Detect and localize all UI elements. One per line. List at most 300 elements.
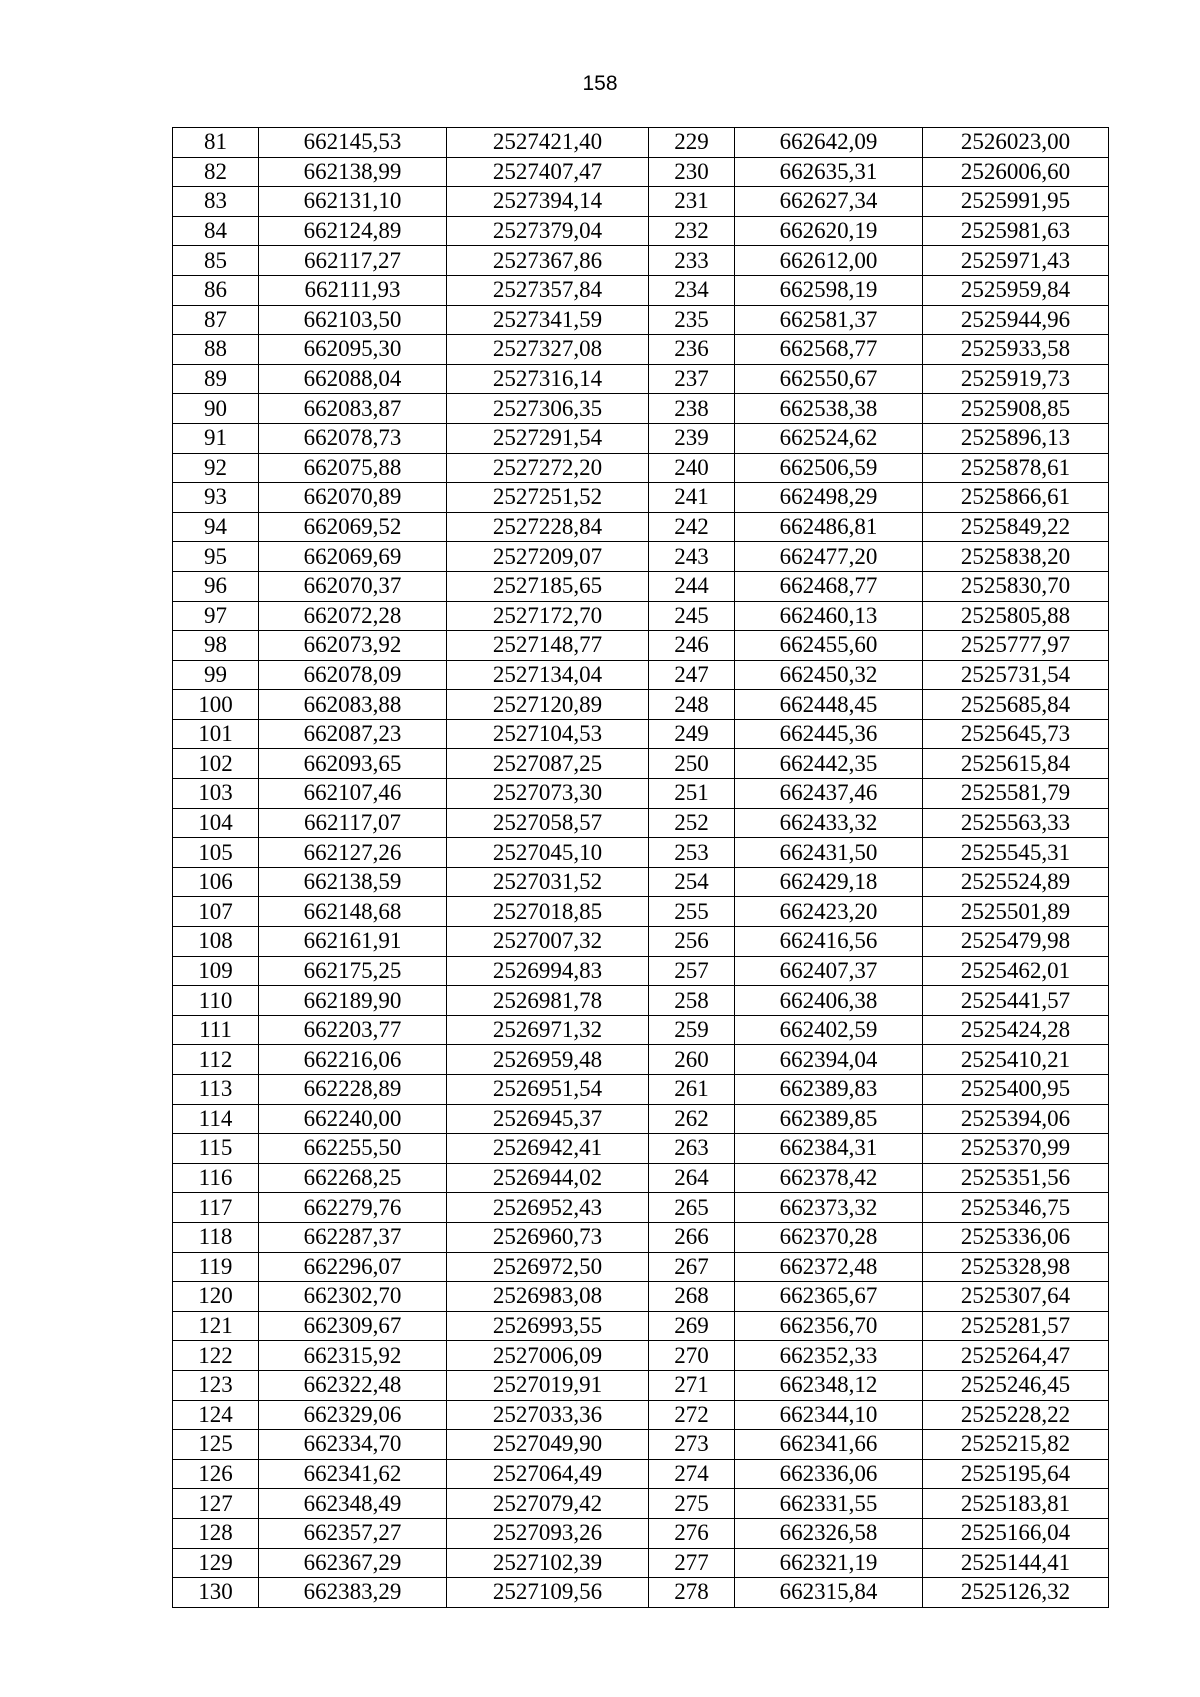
y-coordinate-cell: 2527018,85 <box>447 897 649 927</box>
x-coordinate-cell: 662131,10 <box>259 187 447 217</box>
x-coordinate-cell: 662344,10 <box>735 1400 923 1430</box>
table-row <box>173 275 1109 305</box>
point-number-cell: 234 <box>649 275 735 305</box>
table-row <box>173 1193 1109 1223</box>
y-coordinate-cell: 2527306,35 <box>447 394 649 424</box>
y-coordinate-cell: 2527045,10 <box>447 838 649 868</box>
table-row <box>173 838 1109 868</box>
point-number-cell: 251 <box>649 779 735 809</box>
x-coordinate-cell: 662093,65 <box>259 749 447 779</box>
point-number-cell: 256 <box>649 927 735 957</box>
point-number-cell: 106 <box>173 867 259 897</box>
point-number-cell: 100 <box>173 690 259 720</box>
x-coordinate-cell: 662216,06 <box>259 1045 447 1075</box>
x-coordinate-cell: 662189,90 <box>259 986 447 1016</box>
table-row <box>173 956 1109 986</box>
point-number-cell: 128 <box>173 1518 259 1548</box>
table-row <box>173 986 1109 1016</box>
x-coordinate-cell: 662228,89 <box>259 1075 447 1105</box>
x-coordinate-cell: 662550,67 <box>735 364 923 394</box>
point-number-cell: 92 <box>173 453 259 483</box>
y-coordinate-cell: 2527102,39 <box>447 1548 649 1578</box>
point-number-cell: 110 <box>173 986 259 1016</box>
x-coordinate-cell: 662581,37 <box>735 305 923 335</box>
point-number-cell: 87 <box>173 305 259 335</box>
y-coordinate-cell: 2525424,28 <box>923 1015 1109 1045</box>
table-row <box>173 157 1109 187</box>
x-coordinate-cell: 662348,49 <box>259 1489 447 1519</box>
x-coordinate-cell: 662117,27 <box>259 246 447 276</box>
point-number-cell: 125 <box>173 1430 259 1460</box>
point-number-cell: 278 <box>649 1578 735 1608</box>
y-coordinate-cell: 2525777,97 <box>923 631 1109 661</box>
point-number-cell: 108 <box>173 927 259 957</box>
point-number-cell: 252 <box>649 808 735 838</box>
table-row <box>173 749 1109 779</box>
y-coordinate-cell: 2527421,40 <box>447 128 649 158</box>
y-coordinate-cell: 2525615,84 <box>923 749 1109 779</box>
x-coordinate-cell: 662069,52 <box>259 512 447 542</box>
table-row <box>173 1075 1109 1105</box>
table-row <box>173 423 1109 453</box>
table-row <box>173 1015 1109 1045</box>
x-coordinate-cell: 662088,04 <box>259 364 447 394</box>
point-number-cell: 255 <box>649 897 735 927</box>
table-row <box>173 690 1109 720</box>
table-row <box>173 1548 1109 1578</box>
y-coordinate-cell: 2527120,89 <box>447 690 649 720</box>
x-coordinate-cell: 662145,53 <box>259 128 447 158</box>
point-number-cell: 241 <box>649 483 735 513</box>
point-number-cell: 91 <box>173 423 259 453</box>
x-coordinate-cell: 662348,12 <box>735 1370 923 1400</box>
y-coordinate-cell: 2526006,60 <box>923 157 1109 187</box>
y-coordinate-cell: 2527251,52 <box>447 483 649 513</box>
y-coordinate-cell: 2526994,83 <box>447 956 649 986</box>
y-coordinate-cell: 2526952,43 <box>447 1193 649 1223</box>
point-number-cell: 90 <box>173 394 259 424</box>
x-coordinate-cell: 662326,58 <box>735 1518 923 1548</box>
x-coordinate-cell: 662642,09 <box>735 128 923 158</box>
x-coordinate-cell: 662367,29 <box>259 1548 447 1578</box>
point-number-cell: 242 <box>649 512 735 542</box>
x-coordinate-cell: 662620,19 <box>735 216 923 246</box>
y-coordinate-cell: 2525959,84 <box>923 275 1109 305</box>
table-row <box>173 867 1109 897</box>
table-row <box>173 1222 1109 1252</box>
table-row <box>173 779 1109 809</box>
x-coordinate-cell: 662433,32 <box>735 808 923 838</box>
y-coordinate-cell: 2527006,09 <box>447 1341 649 1371</box>
y-coordinate-cell: 2525878,61 <box>923 453 1109 483</box>
y-coordinate-cell: 2527087,25 <box>447 749 649 779</box>
point-number-cell: 276 <box>649 1518 735 1548</box>
table-row <box>173 246 1109 276</box>
x-coordinate-cell: 662083,87 <box>259 394 447 424</box>
x-coordinate-cell: 662107,46 <box>259 779 447 809</box>
y-coordinate-cell: 2525307,64 <box>923 1282 1109 1312</box>
point-number-cell: 89 <box>173 364 259 394</box>
x-coordinate-cell: 662095,30 <box>259 335 447 365</box>
x-coordinate-cell: 662598,19 <box>735 275 923 305</box>
x-coordinate-cell: 662334,70 <box>259 1430 447 1460</box>
x-coordinate-cell: 662203,77 <box>259 1015 447 1045</box>
x-coordinate-cell: 662087,23 <box>259 719 447 749</box>
x-coordinate-cell: 662083,88 <box>259 690 447 720</box>
x-coordinate-cell: 662321,19 <box>735 1548 923 1578</box>
point-number-cell: 86 <box>173 275 259 305</box>
x-coordinate-cell: 662279,76 <box>259 1193 447 1223</box>
point-number-cell: 269 <box>649 1311 735 1341</box>
x-coordinate-cell: 662423,20 <box>735 897 923 927</box>
point-number-cell: 264 <box>649 1163 735 1193</box>
x-coordinate-cell: 662370,28 <box>735 1222 923 1252</box>
x-coordinate-cell: 662078,73 <box>259 423 447 453</box>
point-number-cell: 95 <box>173 542 259 572</box>
y-coordinate-cell: 2525908,85 <box>923 394 1109 424</box>
table-row <box>173 927 1109 957</box>
point-number-cell: 115 <box>173 1134 259 1164</box>
y-coordinate-cell: 2525896,13 <box>923 423 1109 453</box>
table-row <box>173 1489 1109 1519</box>
x-coordinate-cell: 662315,92 <box>259 1341 447 1371</box>
point-number-cell: 273 <box>649 1430 735 1460</box>
point-number-cell: 257 <box>649 956 735 986</box>
y-coordinate-cell: 2526959,48 <box>447 1045 649 1075</box>
table-row <box>173 1134 1109 1164</box>
point-number-cell: 99 <box>173 660 259 690</box>
point-number-cell: 261 <box>649 1075 735 1105</box>
x-coordinate-cell: 662070,89 <box>259 483 447 513</box>
point-number-cell: 116 <box>173 1163 259 1193</box>
y-coordinate-cell: 2527049,90 <box>447 1430 649 1460</box>
y-coordinate-cell: 2527073,30 <box>447 779 649 809</box>
y-coordinate-cell: 2525563,33 <box>923 808 1109 838</box>
table-row <box>173 660 1109 690</box>
x-coordinate-cell: 662329,06 <box>259 1400 447 1430</box>
x-coordinate-cell: 662357,27 <box>259 1518 447 1548</box>
point-number-cell: 249 <box>649 719 735 749</box>
point-number-cell: 265 <box>649 1193 735 1223</box>
y-coordinate-cell: 2525849,22 <box>923 512 1109 542</box>
y-coordinate-cell: 2526023,00 <box>923 128 1109 158</box>
y-coordinate-cell: 2526972,50 <box>447 1252 649 1282</box>
x-coordinate-cell: 662103,50 <box>259 305 447 335</box>
table-row <box>173 1282 1109 1312</box>
y-coordinate-cell: 2527058,57 <box>447 808 649 838</box>
y-coordinate-cell: 2525126,32 <box>923 1578 1109 1608</box>
x-coordinate-cell: 662389,85 <box>735 1104 923 1134</box>
point-number-cell: 124 <box>173 1400 259 1430</box>
point-number-cell: 82 <box>173 157 259 187</box>
y-coordinate-cell: 2525991,95 <box>923 187 1109 217</box>
x-coordinate-cell: 662365,67 <box>735 1282 923 1312</box>
point-number-cell: 258 <box>649 986 735 1016</box>
point-number-cell: 271 <box>649 1370 735 1400</box>
x-coordinate-cell: 662442,35 <box>735 749 923 779</box>
y-coordinate-cell: 2527172,70 <box>447 601 649 631</box>
point-number-cell: 253 <box>649 838 735 868</box>
point-number-cell: 229 <box>649 128 735 158</box>
x-coordinate-cell: 662352,33 <box>735 1341 923 1371</box>
point-number-cell: 236 <box>649 335 735 365</box>
x-coordinate-cell: 662612,00 <box>735 246 923 276</box>
y-coordinate-cell: 2525545,31 <box>923 838 1109 868</box>
x-coordinate-cell: 662268,25 <box>259 1163 447 1193</box>
table-row <box>173 571 1109 601</box>
coordinates-table-body <box>173 128 1109 1608</box>
y-coordinate-cell: 2525581,79 <box>923 779 1109 809</box>
point-number-cell: 118 <box>173 1222 259 1252</box>
y-coordinate-cell: 2527272,20 <box>447 453 649 483</box>
point-number-cell: 245 <box>649 601 735 631</box>
point-number-cell: 103 <box>173 779 259 809</box>
y-coordinate-cell: 2527079,42 <box>447 1489 649 1519</box>
point-number-cell: 113 <box>173 1075 259 1105</box>
x-coordinate-cell: 662124,89 <box>259 216 447 246</box>
point-number-cell: 107 <box>173 897 259 927</box>
table-row <box>173 187 1109 217</box>
y-coordinate-cell: 2525328,98 <box>923 1252 1109 1282</box>
point-number-cell: 266 <box>649 1222 735 1252</box>
x-coordinate-cell: 662429,18 <box>735 867 923 897</box>
y-coordinate-cell: 2525346,75 <box>923 1193 1109 1223</box>
y-coordinate-cell: 2527185,65 <box>447 571 649 601</box>
point-number-cell: 238 <box>649 394 735 424</box>
x-coordinate-cell: 662255,50 <box>259 1134 447 1164</box>
point-number-cell: 84 <box>173 216 259 246</box>
x-coordinate-cell: 662431,50 <box>735 838 923 868</box>
point-number-cell: 270 <box>649 1341 735 1371</box>
point-number-cell: 260 <box>649 1045 735 1075</box>
y-coordinate-cell: 2525838,20 <box>923 542 1109 572</box>
x-coordinate-cell: 662356,70 <box>735 1311 923 1341</box>
x-coordinate-cell: 662448,45 <box>735 690 923 720</box>
point-number-cell: 243 <box>649 542 735 572</box>
y-coordinate-cell: 2525166,04 <box>923 1518 1109 1548</box>
x-coordinate-cell: 662078,09 <box>259 660 447 690</box>
point-number-cell: 232 <box>649 216 735 246</box>
table-row <box>173 1518 1109 1548</box>
table-row <box>173 1252 1109 1282</box>
point-number-cell: 119 <box>173 1252 259 1282</box>
table-row <box>173 453 1109 483</box>
x-coordinate-cell: 662378,42 <box>735 1163 923 1193</box>
y-coordinate-cell: 2525524,89 <box>923 867 1109 897</box>
y-coordinate-cell: 2525410,21 <box>923 1045 1109 1075</box>
point-number-cell: 98 <box>173 631 259 661</box>
point-number-cell: 233 <box>649 246 735 276</box>
y-coordinate-cell: 2525919,73 <box>923 364 1109 394</box>
point-number-cell: 122 <box>173 1341 259 1371</box>
point-number-cell: 274 <box>649 1459 735 1489</box>
point-number-cell: 129 <box>173 1548 259 1578</box>
table-row <box>173 897 1109 927</box>
table-row <box>173 512 1109 542</box>
table-row <box>173 1341 1109 1371</box>
table-row <box>173 1459 1109 1489</box>
point-number-cell: 101 <box>173 719 259 749</box>
y-coordinate-cell: 2525370,99 <box>923 1134 1109 1164</box>
y-coordinate-cell: 2527109,56 <box>447 1578 649 1608</box>
x-coordinate-cell: 662341,66 <box>735 1430 923 1460</box>
table-row <box>173 128 1109 158</box>
x-coordinate-cell: 662117,07 <box>259 808 447 838</box>
y-coordinate-cell: 2525981,63 <box>923 216 1109 246</box>
point-number-cell: 231 <box>649 187 735 217</box>
y-coordinate-cell: 2525830,70 <box>923 571 1109 601</box>
y-coordinate-cell: 2527407,47 <box>447 157 649 187</box>
x-coordinate-cell: 662175,25 <box>259 956 447 986</box>
x-coordinate-cell: 662309,67 <box>259 1311 447 1341</box>
point-number-cell: 247 <box>649 660 735 690</box>
y-coordinate-cell: 2525394,06 <box>923 1104 1109 1134</box>
x-coordinate-cell: 662627,34 <box>735 187 923 217</box>
table-row <box>173 1400 1109 1430</box>
x-coordinate-cell: 662538,38 <box>735 394 923 424</box>
x-coordinate-cell: 662336,06 <box>735 1459 923 1489</box>
point-number-cell: 123 <box>173 1370 259 1400</box>
point-number-cell: 240 <box>649 453 735 483</box>
y-coordinate-cell: 2527019,91 <box>447 1370 649 1400</box>
point-number-cell: 121 <box>173 1311 259 1341</box>
table-row <box>173 364 1109 394</box>
table-row <box>173 1045 1109 1075</box>
table-row <box>173 305 1109 335</box>
x-coordinate-cell: 662138,99 <box>259 157 447 187</box>
point-number-cell: 85 <box>173 246 259 276</box>
coordinates-table <box>172 127 1109 1608</box>
table-row <box>173 601 1109 631</box>
y-coordinate-cell: 2525933,58 <box>923 335 1109 365</box>
y-coordinate-cell: 2527134,04 <box>447 660 649 690</box>
y-coordinate-cell: 2527367,86 <box>447 246 649 276</box>
table-row <box>173 631 1109 661</box>
point-number-cell: 117 <box>173 1193 259 1223</box>
x-coordinate-cell: 662075,88 <box>259 453 447 483</box>
x-coordinate-cell: 662302,70 <box>259 1282 447 1312</box>
y-coordinate-cell: 2526971,32 <box>447 1015 649 1045</box>
point-number-cell: 272 <box>649 1400 735 1430</box>
y-coordinate-cell: 2526993,55 <box>447 1311 649 1341</box>
y-coordinate-cell: 2525866,61 <box>923 483 1109 513</box>
point-number-cell: 112 <box>173 1045 259 1075</box>
x-coordinate-cell: 662524,62 <box>735 423 923 453</box>
y-coordinate-cell: 2525246,45 <box>923 1370 1109 1400</box>
y-coordinate-cell: 2525501,89 <box>923 897 1109 927</box>
point-number-cell: 237 <box>649 364 735 394</box>
table-row <box>173 1104 1109 1134</box>
x-coordinate-cell: 662127,26 <box>259 838 447 868</box>
point-number-cell: 111 <box>173 1015 259 1045</box>
point-number-cell: 130 <box>173 1578 259 1608</box>
y-coordinate-cell: 2526942,41 <box>447 1134 649 1164</box>
point-number-cell: 268 <box>649 1282 735 1312</box>
x-coordinate-cell: 662635,31 <box>735 157 923 187</box>
y-coordinate-cell: 2525971,43 <box>923 246 1109 276</box>
point-number-cell: 102 <box>173 749 259 779</box>
x-coordinate-cell: 662296,07 <box>259 1252 447 1282</box>
y-coordinate-cell: 2525195,64 <box>923 1459 1109 1489</box>
x-coordinate-cell: 662138,59 <box>259 867 447 897</box>
point-number-cell: 239 <box>649 423 735 453</box>
x-coordinate-cell: 662315,84 <box>735 1578 923 1608</box>
y-coordinate-cell: 2525336,06 <box>923 1222 1109 1252</box>
y-coordinate-cell: 2525685,84 <box>923 690 1109 720</box>
y-coordinate-cell: 2525479,98 <box>923 927 1109 957</box>
x-coordinate-cell: 662486,81 <box>735 512 923 542</box>
x-coordinate-cell: 662072,28 <box>259 601 447 631</box>
x-coordinate-cell: 662383,29 <box>259 1578 447 1608</box>
y-coordinate-cell: 2525144,41 <box>923 1548 1109 1578</box>
x-coordinate-cell: 662437,46 <box>735 779 923 809</box>
table-row <box>173 1370 1109 1400</box>
y-coordinate-cell: 2526960,73 <box>447 1222 649 1252</box>
table-row <box>173 1163 1109 1193</box>
x-coordinate-cell: 662416,56 <box>735 927 923 957</box>
y-coordinate-cell: 2527228,84 <box>447 512 649 542</box>
x-coordinate-cell: 662506,59 <box>735 453 923 483</box>
y-coordinate-cell: 2527327,08 <box>447 335 649 365</box>
point-number-cell: 230 <box>649 157 735 187</box>
x-coordinate-cell: 662445,36 <box>735 719 923 749</box>
x-coordinate-cell: 662148,68 <box>259 897 447 927</box>
x-coordinate-cell: 662455,60 <box>735 631 923 661</box>
y-coordinate-cell: 2525351,56 <box>923 1163 1109 1193</box>
point-number-cell: 81 <box>173 128 259 158</box>
x-coordinate-cell: 662407,37 <box>735 956 923 986</box>
y-coordinate-cell: 2525183,81 <box>923 1489 1109 1519</box>
y-coordinate-cell: 2527341,59 <box>447 305 649 335</box>
x-coordinate-cell: 662331,55 <box>735 1489 923 1519</box>
point-number-cell: 246 <box>649 631 735 661</box>
point-number-cell: 97 <box>173 601 259 631</box>
point-number-cell: 275 <box>649 1489 735 1519</box>
point-number-cell: 259 <box>649 1015 735 1045</box>
y-coordinate-cell: 2526981,78 <box>447 986 649 1016</box>
x-coordinate-cell: 662341,62 <box>259 1459 447 1489</box>
point-number-cell: 267 <box>649 1252 735 1282</box>
page-number: 158 <box>582 72 618 95</box>
y-coordinate-cell: 2525441,57 <box>923 986 1109 1016</box>
x-coordinate-cell: 662389,83 <box>735 1075 923 1105</box>
y-coordinate-cell: 2527033,36 <box>447 1400 649 1430</box>
point-number-cell: 109 <box>173 956 259 986</box>
point-number-cell: 120 <box>173 1282 259 1312</box>
x-coordinate-cell: 662073,92 <box>259 631 447 661</box>
y-coordinate-cell: 2525944,96 <box>923 305 1109 335</box>
table-row <box>173 335 1109 365</box>
point-number-cell: 277 <box>649 1548 735 1578</box>
x-coordinate-cell: 662111,93 <box>259 275 447 305</box>
table-row <box>173 808 1109 838</box>
point-number-cell: 104 <box>173 808 259 838</box>
table-row <box>173 1430 1109 1460</box>
point-number-cell: 94 <box>173 512 259 542</box>
point-number-cell: 83 <box>173 187 259 217</box>
table-row <box>173 719 1109 749</box>
x-coordinate-cell: 662498,29 <box>735 483 923 513</box>
y-coordinate-cell: 2527064,49 <box>447 1459 649 1489</box>
point-number-cell: 254 <box>649 867 735 897</box>
y-coordinate-cell: 2525400,95 <box>923 1075 1109 1105</box>
y-coordinate-cell: 2525264,47 <box>923 1341 1109 1371</box>
table-row <box>173 1578 1109 1608</box>
table-row <box>173 483 1109 513</box>
y-coordinate-cell: 2526983,08 <box>447 1282 649 1312</box>
point-number-cell: 114 <box>173 1104 259 1134</box>
y-coordinate-cell: 2525228,22 <box>923 1400 1109 1430</box>
